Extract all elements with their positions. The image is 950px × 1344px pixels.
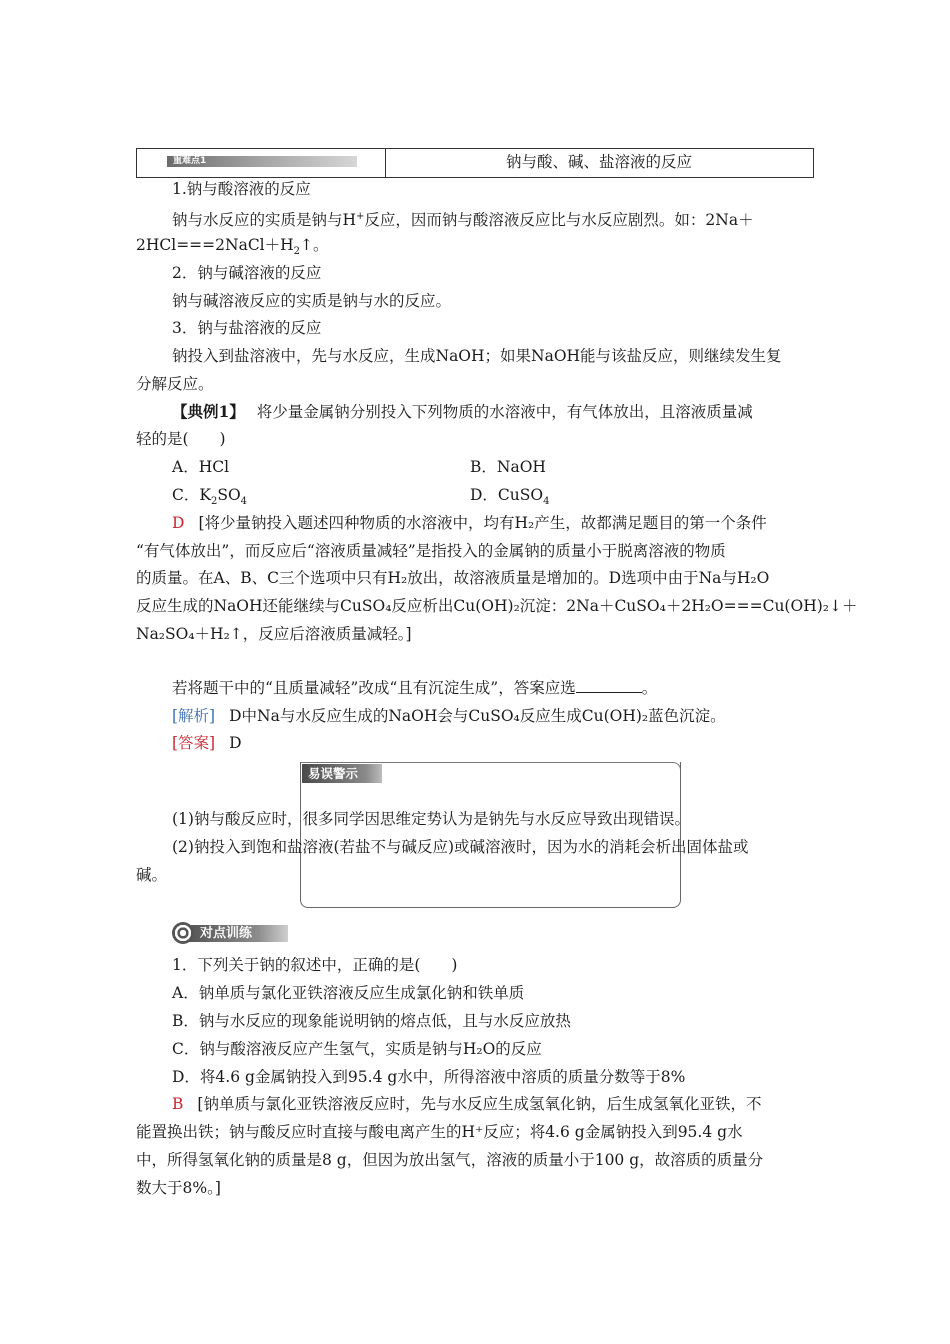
training-question: 1．下列关于钠的叙述中，正确的是( )	[172, 956, 458, 974]
option-d-text: D．CuSO	[470, 486, 544, 504]
example-answer: D	[172, 514, 185, 532]
para-acid-1-rest: 反应，因而钠与酸溶液反应比与水反应剧烈。如：2Na＋	[364, 211, 754, 230]
analysis-text: D中Na与水反应生成的NaOH会与CuSO₄反应生成Cu(OH)₂蓝色沉淀。	[229, 707, 726, 725]
training-explanation-1	[172, 1093, 761, 1115]
example-explanation-1	[172, 512, 767, 534]
para-acid-2-text: 2HCl===2NaCl＋H	[136, 236, 294, 254]
followup-analysis	[172, 705, 726, 727]
option-c-sub1: 2	[210, 496, 218, 508]
answer-label: [答案]	[172, 734, 216, 752]
para-acid-1	[172, 206, 754, 231]
training-option-d: D．将4.6 g金属钠投入到95.4 g水中，所得溶液中溶质的质量分数等于8%	[172, 1068, 686, 1086]
h-plus-sup: +	[356, 211, 365, 222]
heading-base: 2．钠与碱溶液的反应	[172, 264, 322, 282]
para-base: 钠与碱溶液反应的实质是钠与水的反应。	[172, 292, 452, 310]
option-c-sub2: 4	[240, 496, 248, 508]
training-option-a: A．钠单质与氯化亚铁溶液反应生成氯化钠和铁单质	[172, 984, 525, 1002]
training-explanation-1-text: [钠单质与氯化亚铁溶液反应时，先与水反应生成氢氧化钠，后生成氢氧化亚铁，不	[197, 1095, 762, 1113]
training-explanation-3: 中，所得氢氧化钠的质量是8 g，但因为放出氢气，溶液的质量小于100 g，故溶质的质量分	[136, 1151, 764, 1169]
analysis-label: [解析]	[172, 707, 216, 725]
warning-label: 易误警示	[302, 764, 382, 783]
answer-text: D	[229, 734, 242, 752]
followup-question-end: 。	[641, 679, 658, 697]
para-salt-2: 分解反应。	[136, 375, 214, 393]
example-label: 【典例1】	[172, 402, 245, 421]
followup-question	[172, 677, 657, 699]
warning-item-1: (1)钠与酸反应时，很多同学因思维定势认为是钠先与水反应导致出现错误。	[172, 810, 690, 828]
answer-blank[interactable]	[576, 678, 642, 693]
para-salt-1: 钠投入到盐溶液中，先与水反应，生成NaOH；如果NaOH能与该盐反应，则继续发生复	[172, 347, 782, 365]
training-label: 对点训练	[188, 925, 288, 942]
warning-item-3: 碱。	[136, 866, 168, 884]
warning-box	[300, 762, 681, 908]
option-d	[470, 484, 549, 513]
para-acid-1-text: 钠与水反应的实质是钠与H	[172, 211, 357, 230]
section-header-table	[136, 148, 814, 178]
option-c-mid: SO	[217, 486, 241, 504]
example-question-1	[172, 401, 753, 423]
option-b: B．NaOH	[470, 458, 546, 476]
section-header-title: 钠与酸、碱、盐溶液的反应	[505, 153, 692, 171]
training-explanation-4: 数大于8%。]	[136, 1179, 221, 1197]
example-explanation-1-text: [将少量钠投入题述四种物质的水溶液中，均有H₂产生，故都满足题目的第一个条件	[198, 514, 767, 532]
example-explanation-3: 的质量。在A、B、C三个选项中只有H₂放出，故溶液质量是增加的。D选项中由于Na与H₂O	[136, 569, 770, 587]
training-option-c: C．钠与酸溶液反应产生氢气，实质是钠与H₂O的反应	[172, 1040, 542, 1058]
example-question-text: 将少量金属钠分别投入下列物质的水溶液中，有气体放出，且溶液质量减	[256, 403, 753, 421]
key-point-tag	[167, 156, 357, 167]
warning-item-2: (2)钠投入到饱和盐溶液(若盐不与碱反应)或碱溶液时，因为水的消耗会析出固体盐或	[172, 838, 749, 856]
training-explanation-2: 能置换出铁；钠与酸反应时直接与酸电离产生的H⁺反应；将4.6 g金属钠投入到95.4 g水	[136, 1123, 743, 1141]
training-answer: B	[172, 1095, 184, 1113]
heading-acid: 1.钠与酸溶液的反应	[172, 180, 311, 198]
option-c	[172, 484, 247, 513]
example-question-2: 轻的是( )	[136, 430, 226, 448]
example-explanation-5: Na₂SO₄＋H₂↑，反应后溶液质量减轻。]	[136, 625, 412, 643]
para-acid-2	[136, 234, 329, 263]
example-explanation-2: “有气体放出”，而反应后“溶液质量减轻”是指投入的金属钠的质量小于脱离溶液的物质	[136, 542, 726, 560]
heading-salt: 3．钠与盐溶液的反应	[172, 319, 322, 337]
followup-answer	[172, 732, 242, 754]
option-d-sub: 4	[543, 496, 550, 508]
para-acid-2-rest: ↑。	[300, 236, 329, 254]
section-header-tag-cell	[137, 149, 386, 177]
option-a: A．HCl	[172, 458, 230, 476]
h2-sub: 2	[293, 246, 301, 258]
option-c-text: C．K	[172, 486, 211, 504]
target-icon	[172, 922, 194, 944]
training-badge	[172, 922, 288, 944]
example-explanation-4: 反应生成的NaOH还能继续与CuSO₄反应析出Cu(OH)₂沉淀：2Na＋CuSO₄＋2H₂O===Cu(OH)₂↓＋	[136, 597, 858, 615]
followup-question-text: 若将题干中的“且质量减轻”改成“且有沉淀生成”，答案应选	[172, 679, 576, 697]
training-option-b: B．钠与水反应的现象能说明钠的熔点低，且与水反应放热	[172, 1012, 571, 1030]
key-point-tag-label: 重难点1	[173, 156, 207, 166]
